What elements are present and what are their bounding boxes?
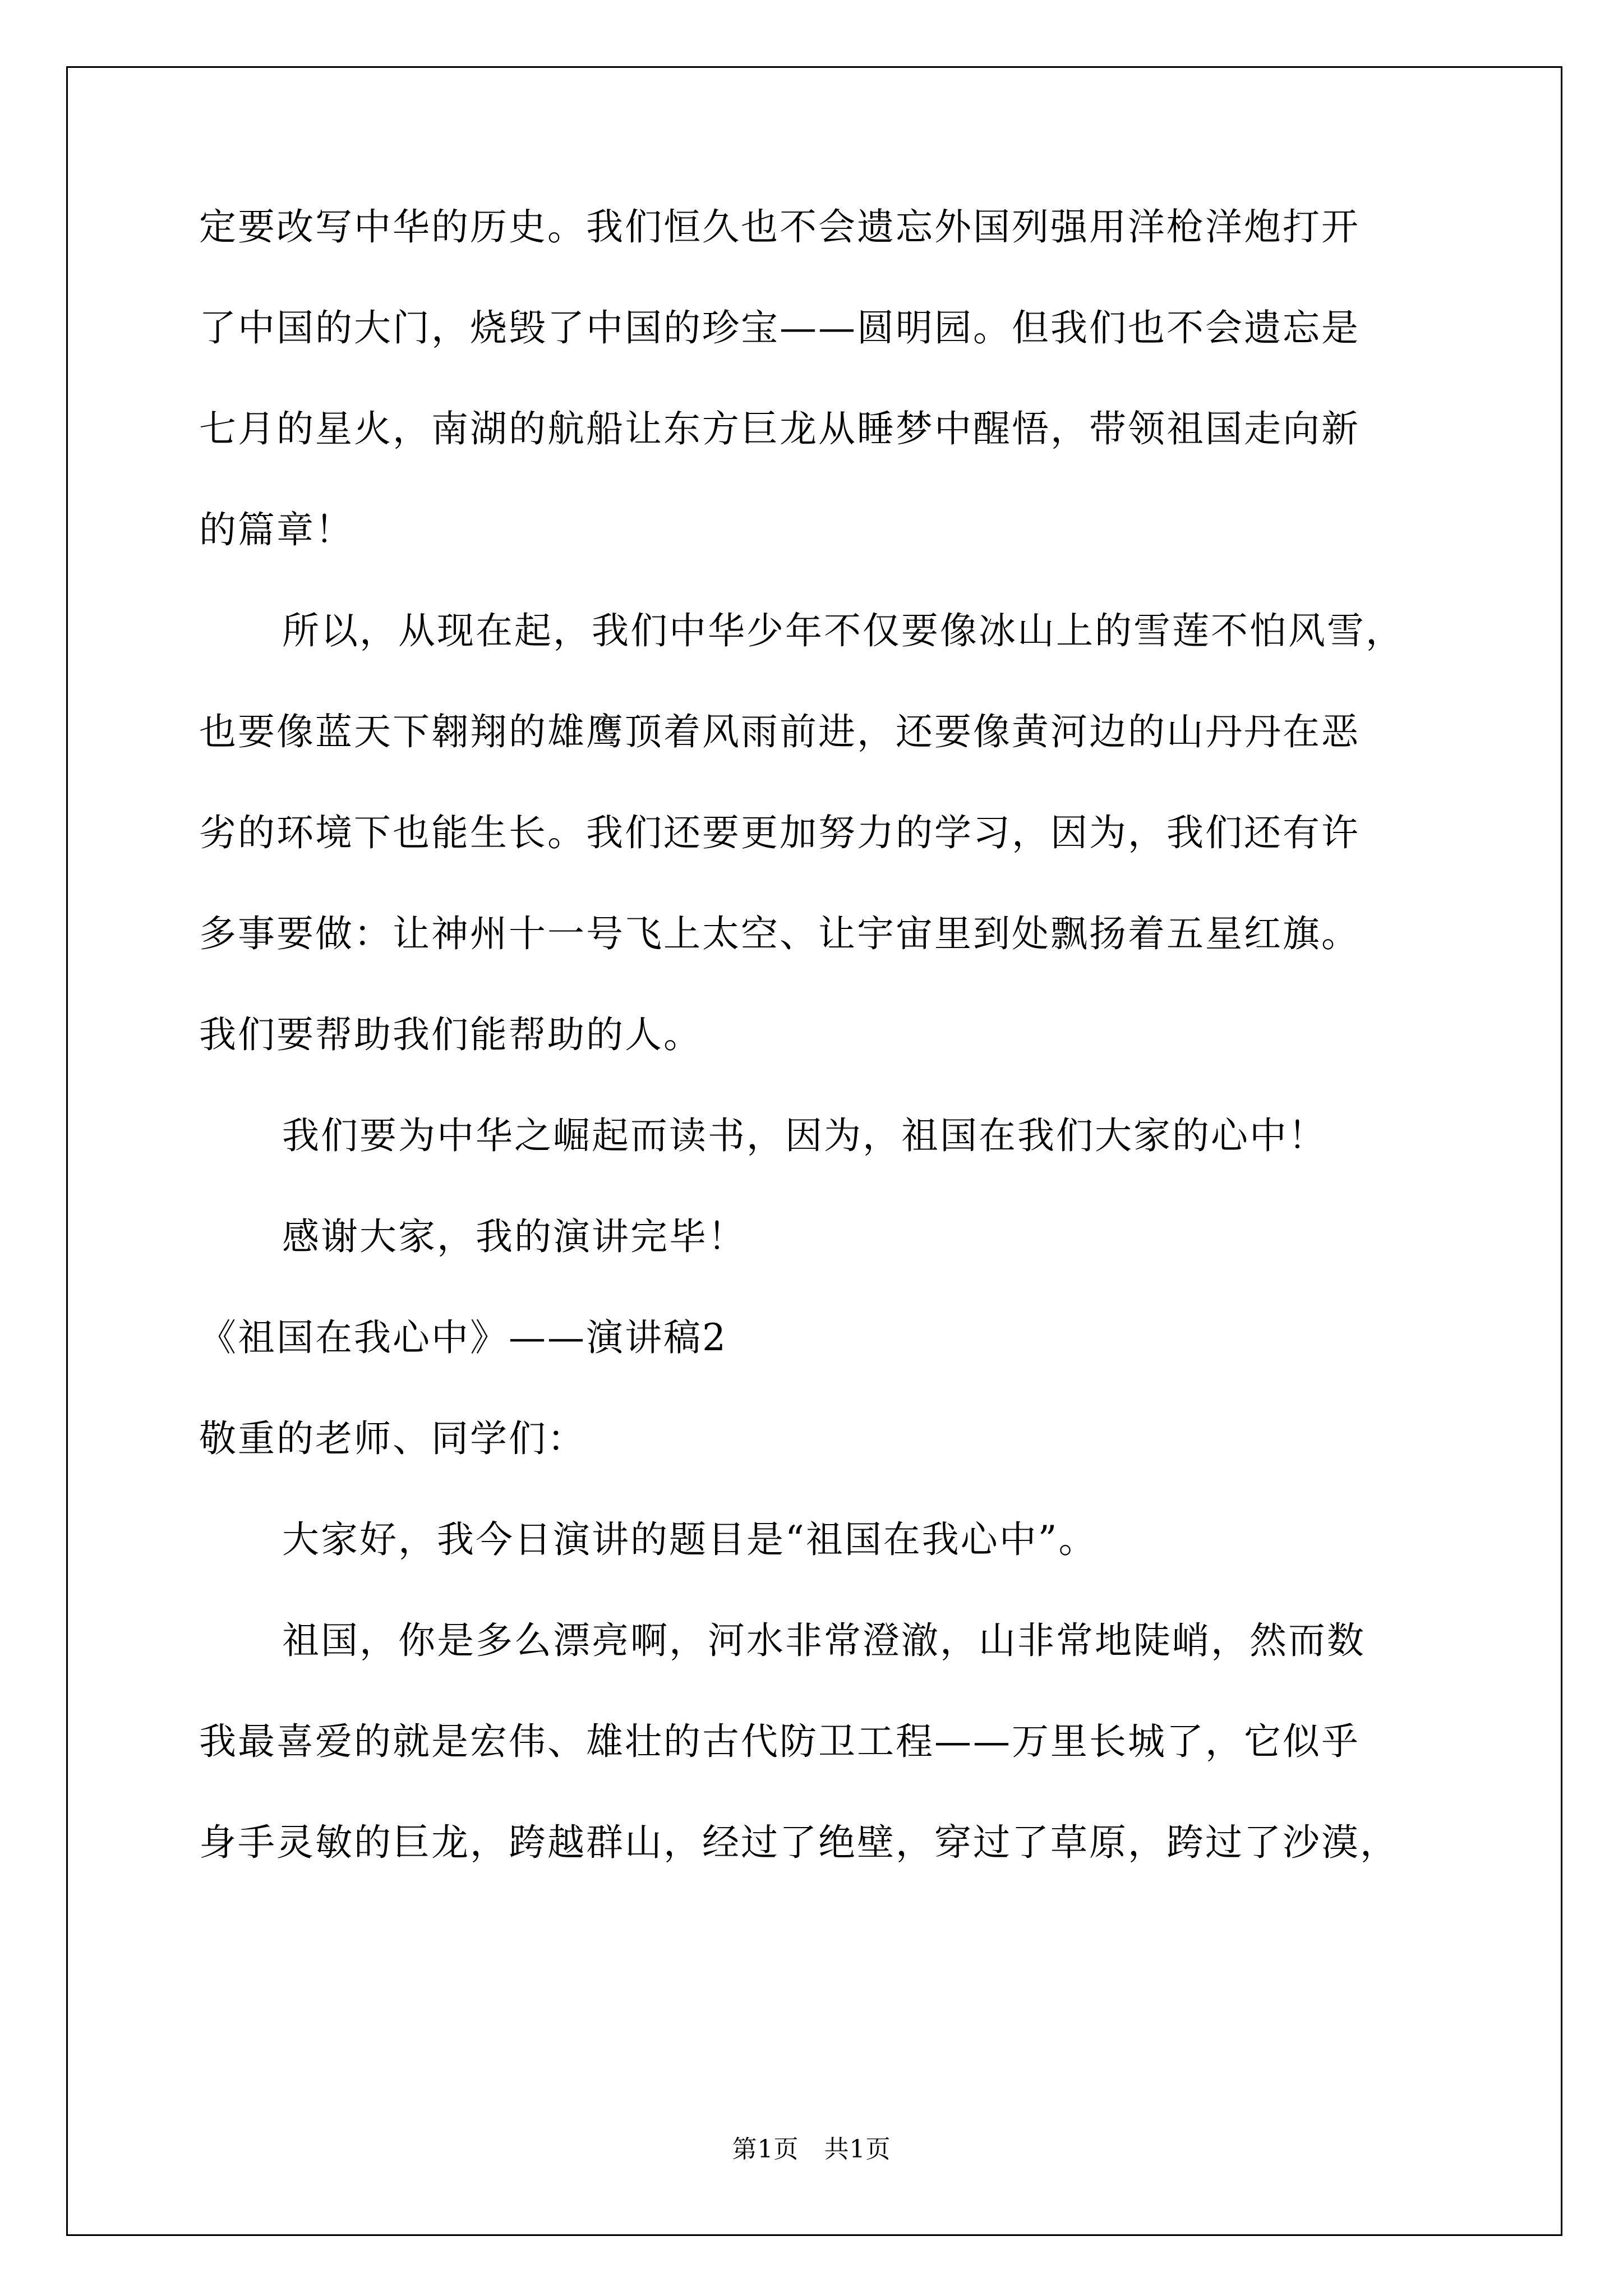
text-line: 了中国的大门，烧毁了中国的珍宝——圆明园。但我们也不会遗忘是 (199, 306, 1360, 349)
section-heading: 《祖国在我心中》——演讲稿2 (199, 1316, 727, 1359)
text-line: 祖国，你是多么漂亮啊，河水非常澄澈，山非常地陡峭，然而数 (282, 1619, 1366, 1662)
text-line: 多事要做：让神州十一号飞上太空、让宇宙里到处飘扬着五星红旗。 (199, 912, 1360, 955)
salutation: 敬重的老师、同学们： (199, 1417, 586, 1460)
text-line: 我最喜爱的就是宏伟、雄壮的古代防卫工程——万里长城了，它似乎 (199, 1720, 1360, 1763)
text-line: 劣的环境下也能生长。我们还要更加努力的学习，因为，我们还有许 (199, 811, 1360, 854)
text-line: 所以，从现在起，我们中华少年不仅要像冰山上的雪莲不怕风雪， (282, 609, 1404, 652)
text-line: 我们要为中华之崛起而读书，因为，祖国在我们大家的心中！ (282, 1114, 1327, 1157)
text-line: 七月的星火，南湖的航船让东方巨龙从睡梦中醒悟，带领祖国走向新 (199, 407, 1360, 450)
text-line: 定要改写中华的历史。我们恒久也不会遗忘外国列强用洋枪洋炮打开 (199, 205, 1360, 249)
text-line: 的篇章！ (199, 508, 354, 551)
text-line: 我们要帮助我们能帮助的人。 (199, 1013, 702, 1056)
text-line: 感谢大家，我的演讲完毕！ (282, 1215, 746, 1258)
text-line: 身手灵敏的巨龙，跨越群山，经过了绝壁，穿过了草原，跨过了沙漠， (199, 1821, 1399, 1864)
text-line: 大家好，我今日演讲的题目是“祖国在我心中”。 (282, 1518, 1098, 1561)
text-line: 也要像蓝天下翱翔的雄鹰顶着风雨前进，还要像黄河边的山丹丹在恶 (199, 710, 1360, 753)
page-footer: 第1页 共1页 (732, 2135, 891, 2164)
